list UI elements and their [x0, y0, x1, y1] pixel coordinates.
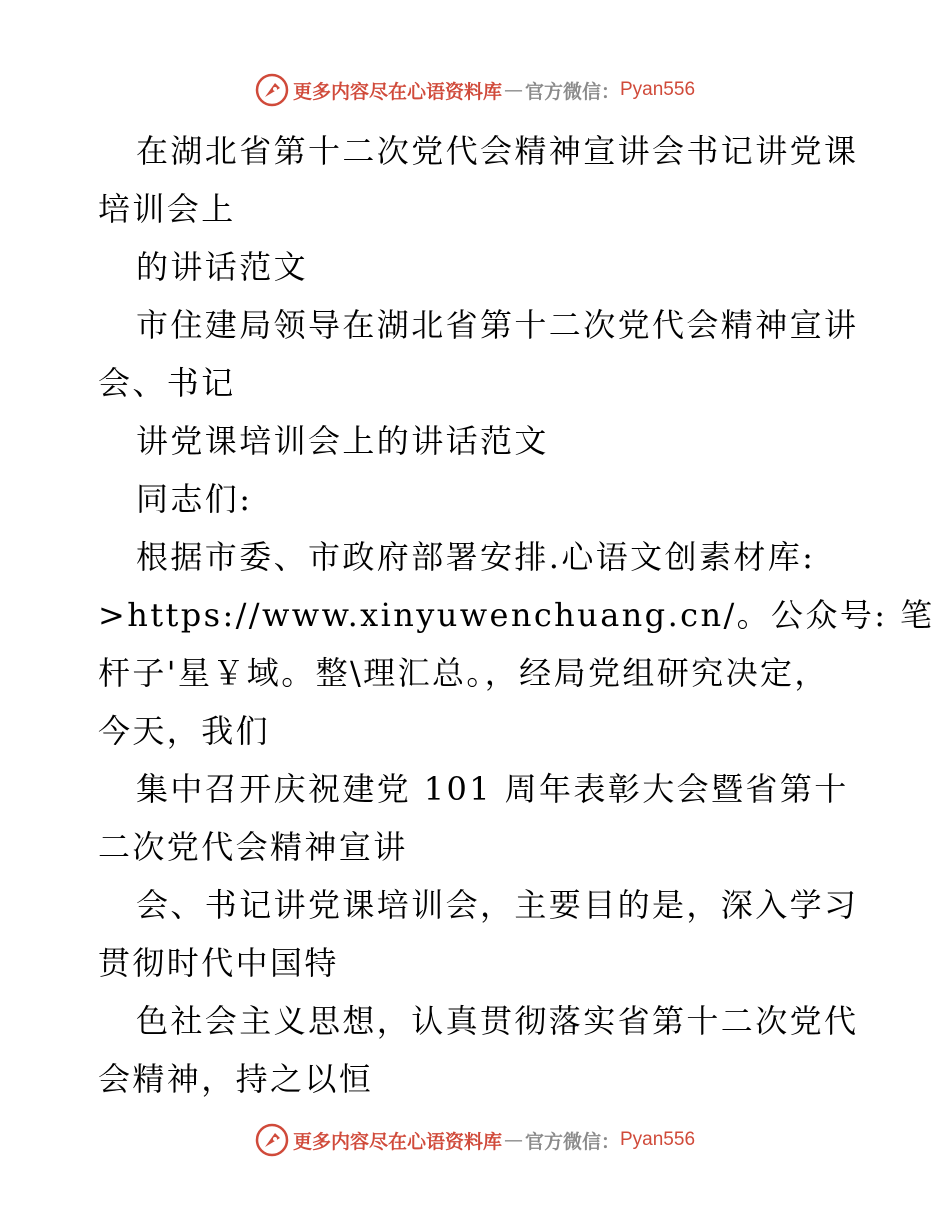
document-line: 会精神，持之以恒	[98, 1060, 374, 1098]
document-line: 培训会上	[98, 190, 236, 228]
watermark-official-label: 官方微信：	[524, 80, 620, 103]
watermark-official-label: 官方微信：	[524, 1130, 620, 1153]
document-line: 会、书记讲党课培训会，主要目的是，深入学习	[136, 886, 859, 924]
watermark-brand-text: 更多内容尽在心语资料库	[292, 1130, 502, 1153]
watermark-wechat-handle: Pyan556	[620, 79, 696, 100]
document-line: 集中召开庆祝建党 101 周年表彰大会暨省第十	[136, 770, 849, 808]
document-line: 色社会主义思想，认真贯彻落实省第十二次党代	[136, 1002, 859, 1040]
document-body	[98, 122, 935, 1108]
document-line: 杆子'星￥域。整\理汇总。，经局党组研究决定，	[98, 654, 829, 692]
watermark-separator: —	[503, 1129, 523, 1151]
document-line: 市住建局领导在湖北省第十二次党代会精神宣讲	[136, 306, 859, 344]
document-line: 今天，我们	[98, 712, 271, 750]
document-line: 二次党代会精神宣讲	[98, 828, 408, 866]
document-line: 根据市委、市政府部署安排.心语文创素材库:	[136, 538, 816, 576]
document-line: 会、书记	[98, 364, 236, 402]
pen-nib-logo-icon	[255, 1123, 289, 1157]
document-line: 的讲话范文	[136, 248, 309, 286]
document-line: 在湖北省第十二次党代会精神宣讲会书记讲党课	[136, 132, 859, 170]
watermark-banner-bottom	[0, 1120, 950, 1160]
watermark-separator: —	[503, 79, 523, 101]
watermark-wechat-handle: Pyan556	[620, 1129, 696, 1150]
document-line: 讲党课培训会上的讲话范文	[136, 422, 549, 460]
watermark-brand-text: 更多内容尽在心语资料库	[292, 80, 502, 103]
document-line: 同志们:	[136, 480, 253, 518]
pen-nib-logo-icon	[255, 73, 289, 107]
document-line: 贯彻时代中国特	[98, 944, 339, 982]
document-line-url: >https://www.xinyuwenchuang.cn/。公众号: 笔	[98, 596, 935, 634]
watermark-banner-top	[0, 70, 950, 110]
